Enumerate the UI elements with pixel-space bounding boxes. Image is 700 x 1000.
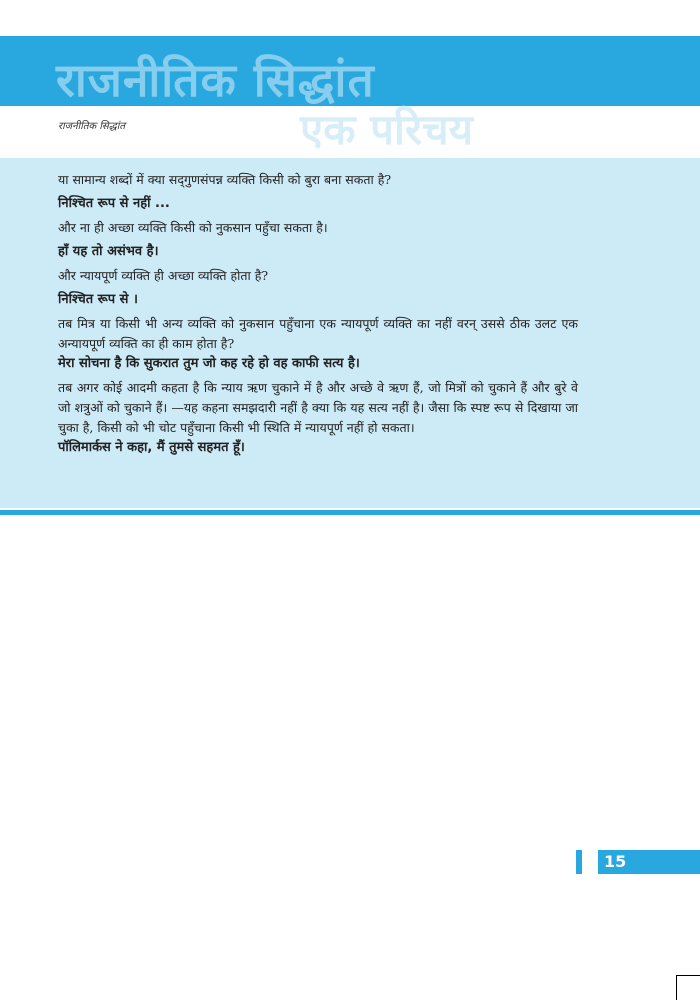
chapter-title: राजनीतिक सिद्धांत: [56, 53, 375, 107]
dialogue-question: तब अगर कोई आदमी कहता है कि न्याय ऋण चुकाने में है और अच्छे वे ऋण हैं, जो मित्रों को चुकाने हैं और बुरे वे जो शत्रुओं को चुकाने हैं। —यह कहना समझदारी नहीं है क्या कि यह सत्य नहीं है। जैसा कि स्पष्ट रूप से दिखाया जा चुका है, किसी को भी चोट पहुँचाना किसी भी स्थिति में न्यायपूर्ण नहीं हो सकता।: [58, 380, 578, 435]
panel-bottom-rule: [0, 510, 700, 515]
running-head: राजनीतिक सिद्धांत: [58, 121, 126, 132]
dialogue-answer: निश्चित रूप से नहीं ...: [58, 196, 170, 211]
page-number-accent: [576, 850, 582, 874]
dialogue-answer: मेरा सोचना है कि सुकरात तुम जो कह रहे हो वह काफी सत्य है।: [58, 356, 360, 371]
dialogue-question: या सामान्य शब्दों में क्या सद्‌गुणसंपन्न व्यक्ति किसी को बुरा बना सकता है?: [58, 172, 392, 187]
dialogue-answer: पॉलिमार्कस ने कहा, मैं तुमसे सहमत हूँ।: [58, 440, 245, 455]
dialogue-text: [58, 170, 578, 462]
dialogue-answer: हाँ यह तो असंभव है।: [58, 244, 159, 259]
page-number: 15: [604, 852, 627, 871]
dialogue-question: और न्यायपूर्ण व्यक्ति ही अच्छा व्यक्ति होता है?: [58, 268, 269, 283]
chapter-subtitle: एक परिचय: [300, 105, 474, 154]
crop-mark: [676, 975, 677, 1000]
crop-mark: [676, 975, 700, 976]
dialogue-answer: निश्चित रूप से ।: [58, 292, 138, 307]
dialogue-question: तब मित्र या किसी भी अन्य व्यक्ति को नुकसान पहुँचाना एक न्यायपूर्ण व्यक्ति का नहीं वरन्‌ उससे ठीक उलट एक अन्यायपूर्ण व्यक्ति का ही काम होता है?: [58, 316, 578, 351]
dialogue-question: और ना ही अच्छा व्यक्ति किसी को नुकसान पहुँचा सकता है।: [58, 220, 328, 235]
